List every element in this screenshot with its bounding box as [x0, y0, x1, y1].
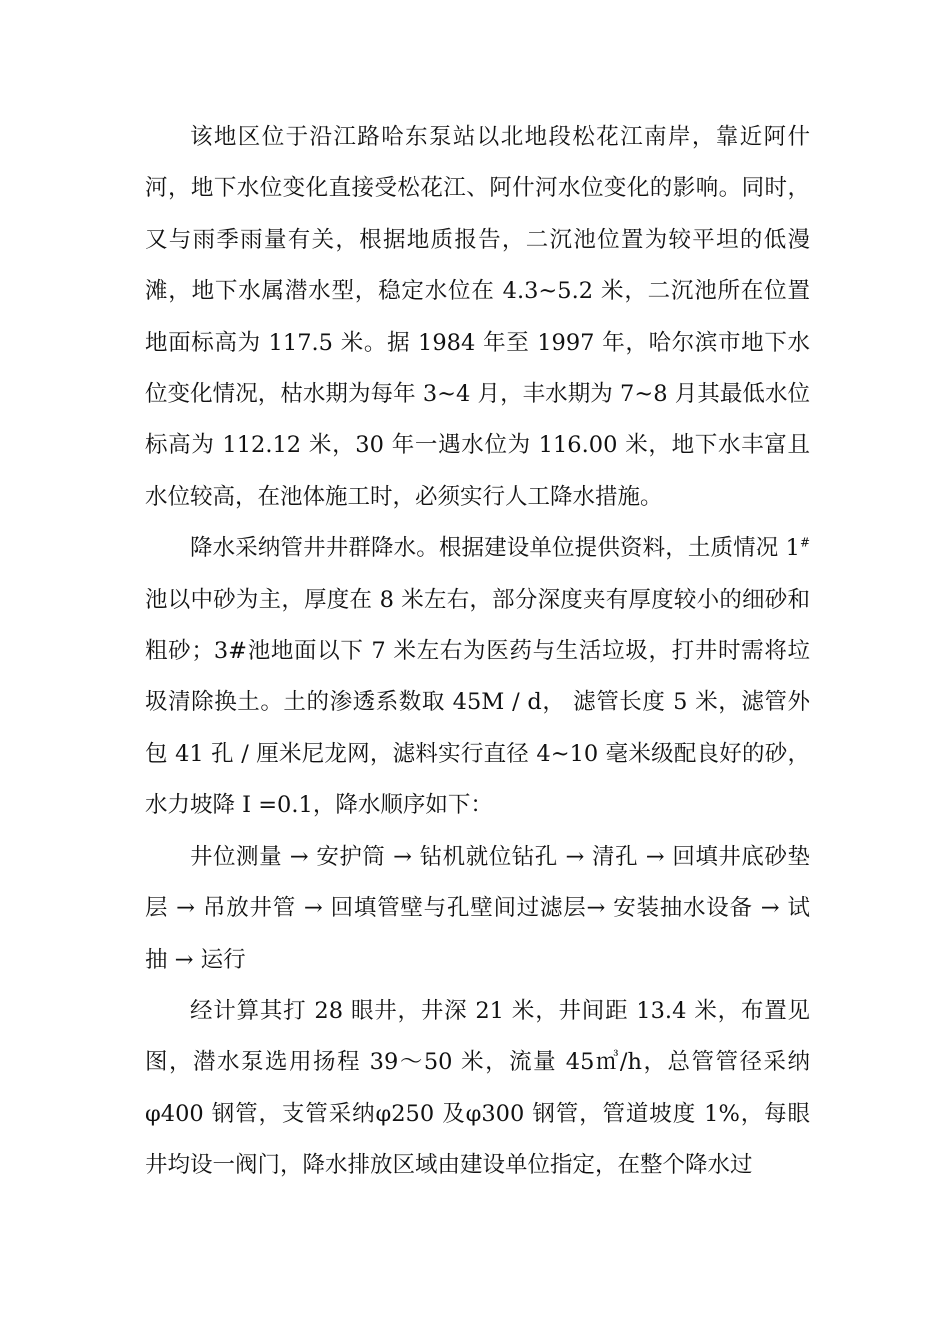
superscript-mark: # — [799, 535, 810, 550]
paragraph-dewatering-method — [145, 523, 810, 831]
paragraph-text-before-superscript: 降水采纳管井井群降水。根据建设单位提供资料，土质情况 1 — [190, 535, 800, 562]
paragraph-process-sequence: 井位测量 → 安护筒 → 钻机就位钻孔 → 清孔 → 回填井底砂垫层 → 吊放井管 → 回填管壁与孔壁间过滤层→ 安装抽水设备 → 试抽 → 运行 — [145, 843, 810, 973]
paragraph-calculation: 经计算其打 28 眼井，井深 21 米，井间距 13.4 米，布置见图，潜水泵选用扬程 39～50 米，流量 45㎥/h，总管管径采纳φ400 钢管，支管采纳φ250 及φ300 钢管，管道坡度 1%，每眼井均设一阀门，降水排放区域由建设单位指定，在整个降水过 — [145, 997, 810, 1179]
document-body — [145, 112, 810, 1192]
paragraph-groundwater-conditions: 该地区位于沿江路哈东泵站以北地段松花江南岸，靠近阿什河，地下水位变化直接受松花江、阿什河水位变化的影响。同时，又与雨季雨量有关，根据地质报告，二沉池位置为较平坦的低漫滩，地下水属潜水型，稳定水位在 4.3~5.2 米，二沉池所在位置地面标高为 117.5 米。据 1984 年至 1997 年，哈尔滨市地下水位变化情况，枯水期为每年 3~4 月，丰水期为 7~8 月其最低水位标高为 112.12 米，30 年一遇水位为 116.00 米，地下水丰富且水位较高，在池体施工时，必须实行人工降水措施。 — [145, 124, 810, 510]
paragraph-text-after-superscript: 池以中砂为主，厚度在 8 米左右，部分深度夹有厚度较小的细砂和粗砂；3#池地面以下 7 米左右为医药与生活垃圾，打井时需将垃圾清除换土。土的渗透系数取 45M / d， 滤管长度 5 米，滤管外包 41 孔 / 厘米尼龙网，滤料实行直径 4~10 毫米级配良好的砂，水力坡降 I =0.1，降水顺序如下： — [145, 586, 810, 819]
